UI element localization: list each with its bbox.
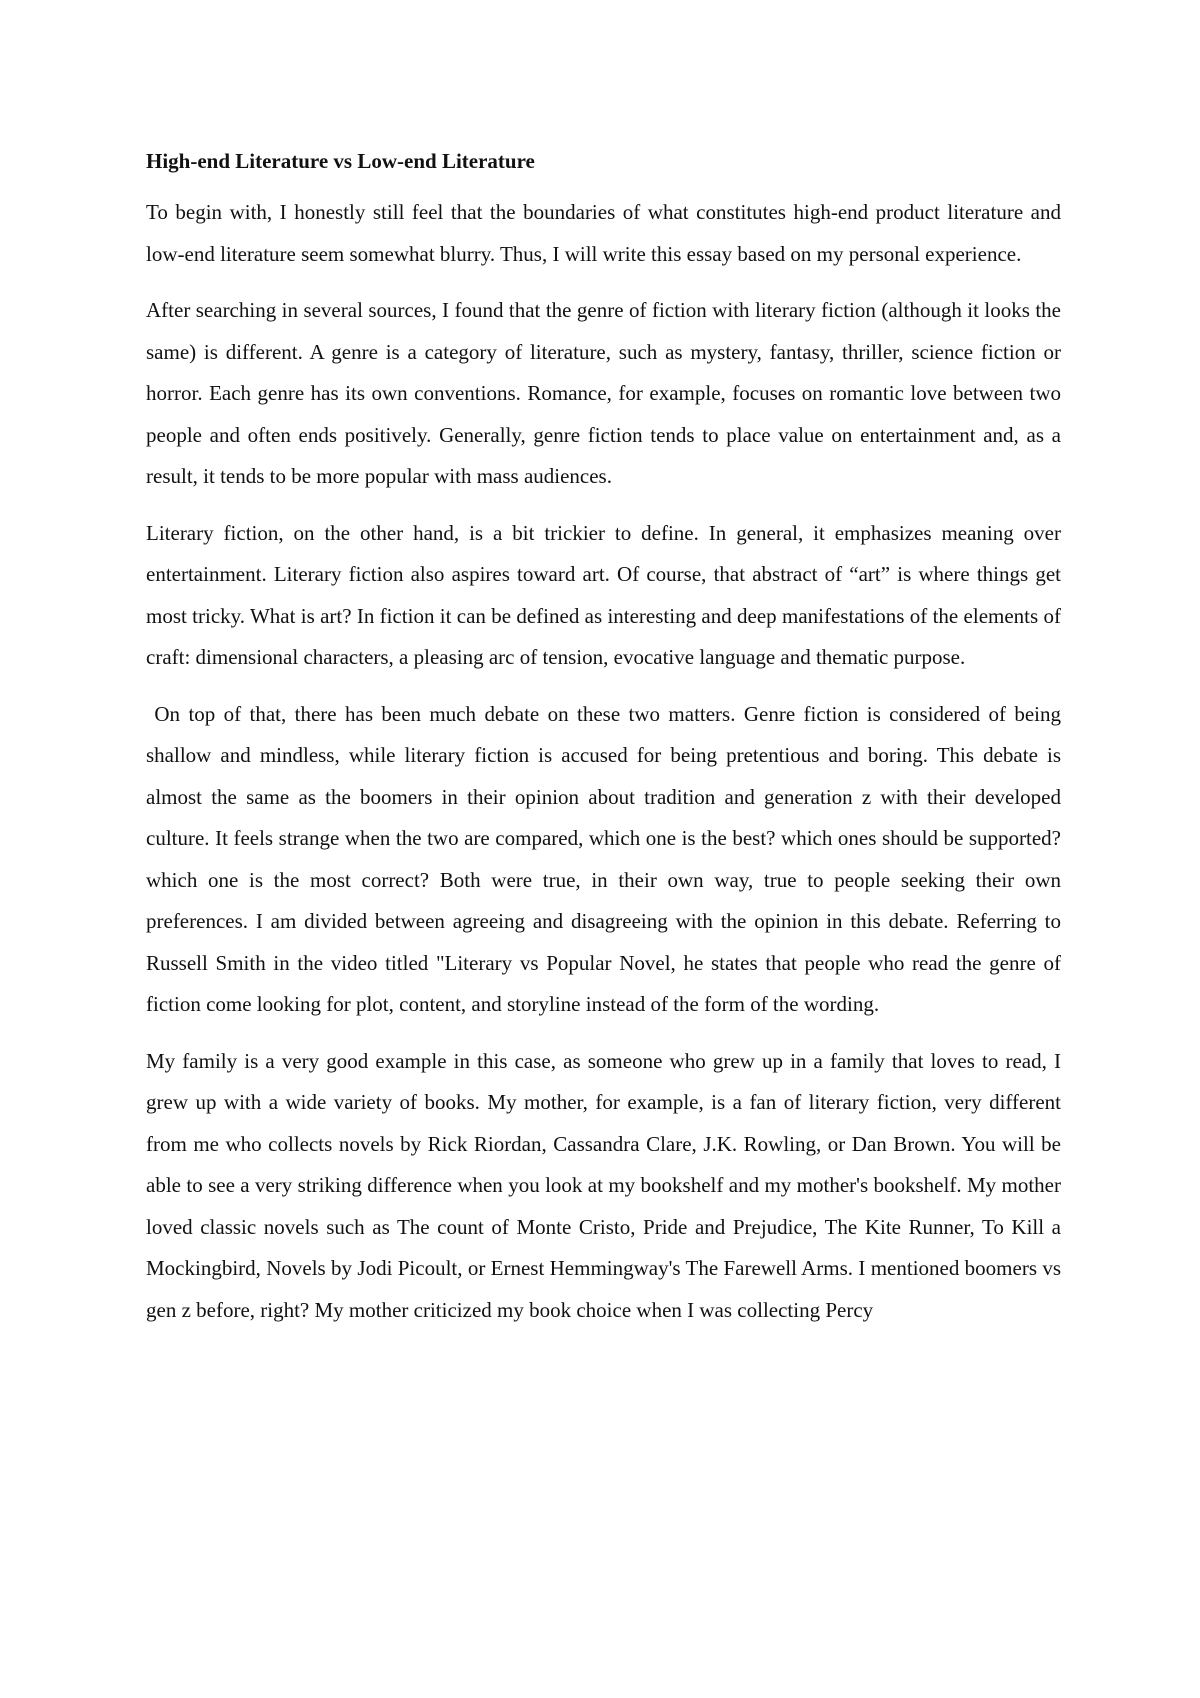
paragraph-debate: On top of that, there has been much debate on these two matters. Genre fiction is considered of being shallow and mindless, while literary fiction is accused for being pretentious and boring. This debate is almost the same as the boomers in their opinion about tradition and generation z with their developed culture. It feels strange when the two are compared, which one is the best? which ones should be supported? which one is the most correct? Both were true, in their own way, true to people seeking their own preferences. I am divided between agreeing and disagreeing with the opinion in this debate. Referring to Russell Smith in the video titled "Literary vs Popular Novel, he states that people who read the genre of fiction come looking for plot, content, and storyline instead of the form of the wording. [146, 701, 1067, 1016]
document-title: High-end Literature vs Low-end Literature [146, 149, 535, 173]
paragraph-genre-fiction: After searching in several sources, I found that the genre of fiction with literary fiction (although it looks the same) is different. A genre is a category of literature, such as mystery, fantasy, thriller, science fiction or horror. Each genre has its own conventions. Romance, for example, focuses on romantic love between two people and often ends positively. Generally, genre fiction tends to place value on entertainment and, as a result, it tends to be more popular with mass audiences. [146, 298, 1061, 488]
paragraph-family-example: My family is a very good example in this case, as someone who grew up in a family that loves to read, I grew up with a wide variety of books. My mother, for example, is a fan of literary fiction, very different from me who collects novels by Rick Riordan, Cassandra Clare, J.K. Rowling, or Dan Brown. You will be able to see a very striking difference when you look at my bookshelf and my mother's bookshelf. My mother loved classic novels such as The count of Monte Cristo, Pride and Prejudice, The Kite Runner, To Kill a Mockingbird, Novels by Jodi Picoult, or Ernest Hemmingway's The Farewell Arms. I mentioned boomers vs gen z before, right? My mother criticized my book choice when I was collecting Percy [146, 1048, 1061, 1322]
document-body [146, 140, 1067, 1346]
paragraph-intro: To begin with, I honestly still feel that the boundaries of what constitutes high-end product literature and low-end literature seem somewhat blurry. Thus, I will write this essay based on my personal experience. [146, 200, 1061, 266]
paragraph-literary-fiction: Literary fiction, on the other hand, is a bit trickier to define. In general, it emphasizes meaning over entertainment. Literary fiction also aspires toward art. Of course, that abstract of “art” is where things get most tricky. What is art? In fiction it can be defined as interesting and deep manifestations of the elements of craft: dimensional characters, a pleasing arc of tension, evocative language and thematic purpose. [146, 520, 1061, 669]
